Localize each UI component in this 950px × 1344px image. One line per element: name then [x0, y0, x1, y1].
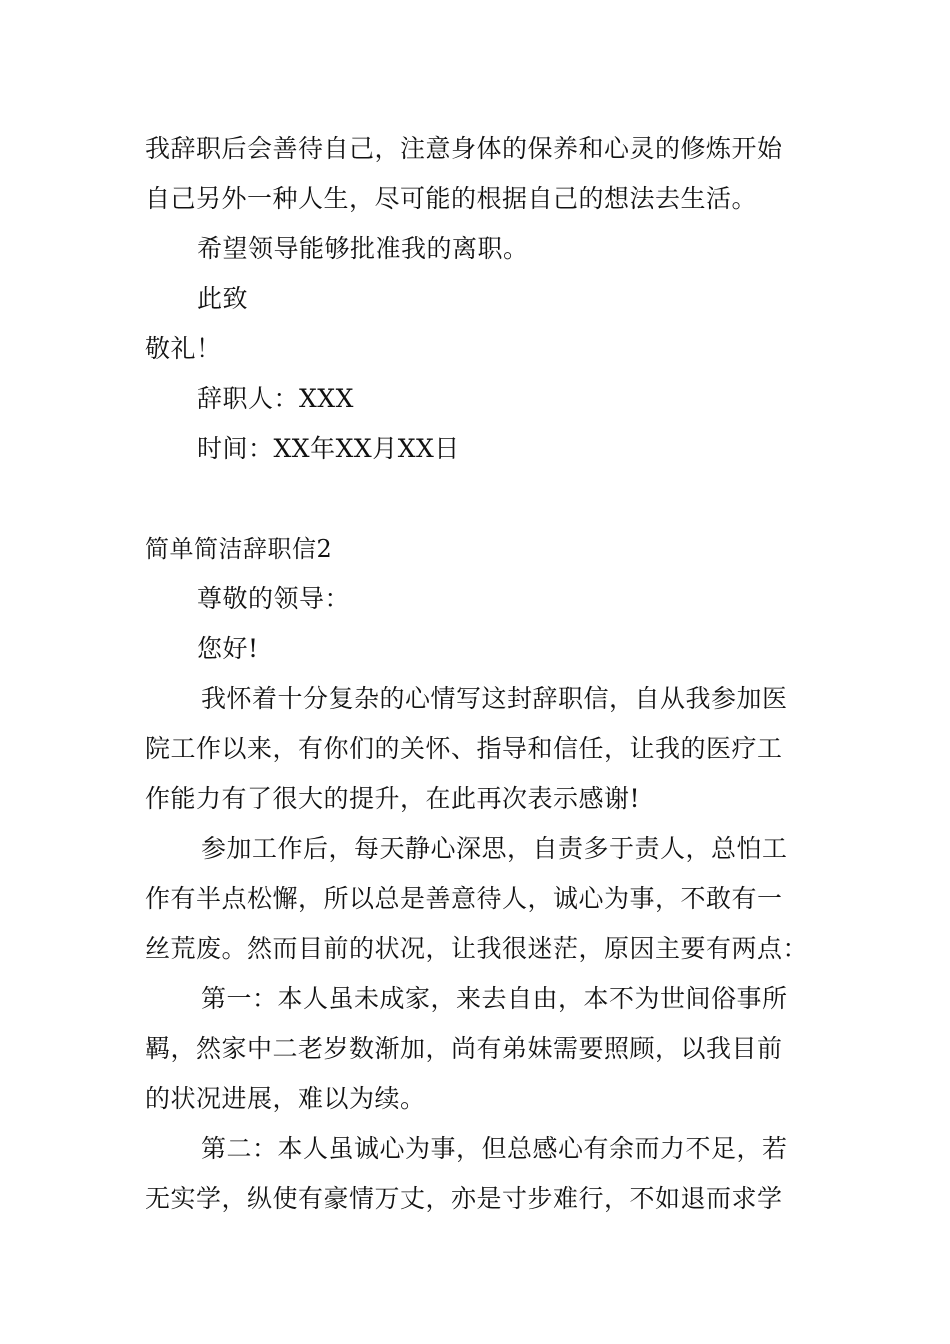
text-line: 作能力有了很大的提升，在此再次表示感谢!	[145, 784, 641, 813]
greeting-line: 您好!	[197, 634, 259, 663]
text-line: 参加工作后，每天静心深思，自责多于责人，总怕工	[201, 834, 788, 863]
greeting-line: 尊敬的领导：	[197, 584, 351, 613]
text-line: 作有半点松懈，所以总是善意待人，诚心为事，不敢有一	[145, 884, 783, 913]
text-line: 羁，然家中二老岁数渐加，尚有弟妹需要照顾，以我目前	[145, 1034, 783, 1063]
date-line: 时间：XX年XX月XX日	[197, 434, 460, 463]
text-line: 自己另外一种人生，尽可能的根据自己的想法去生活。	[145, 184, 758, 213]
text-line: 我辞职后会善待自己，注意身体的保养和心灵的修炼开始	[145, 134, 783, 163]
text-line: 第一：本人虽未成家，来去自由，本不为世间俗事所	[201, 984, 788, 1013]
signer-line: 辞职人：XXX	[197, 384, 354, 413]
text-line: 希望领导能够批准我的离职。	[197, 234, 529, 263]
text-line: 院工作以来，有你们的关怀、指导和信任，让我的医疗工	[145, 734, 783, 763]
text-line: 的状况进展，难以为续。	[145, 1084, 426, 1113]
section-title: 简单简洁辞职信2	[145, 535, 333, 563]
text-line: 我怀着十分复杂的心情写这封辞职信，自从我参加医	[201, 684, 788, 713]
text-line: 无实学，纵使有豪情万丈，亦是寸步难行，不如退而求学	[145, 1184, 783, 1213]
text-line: 丝荒废。然而目前的状况，让我很迷茫，原因主要有两点：	[145, 934, 809, 963]
closing-salutation: 此致	[197, 284, 249, 313]
text-line: 第二：本人虽诚心为事，但总感心有余而力不足，若	[201, 1134, 788, 1163]
closing-regards: 敬礼！	[145, 334, 222, 363]
